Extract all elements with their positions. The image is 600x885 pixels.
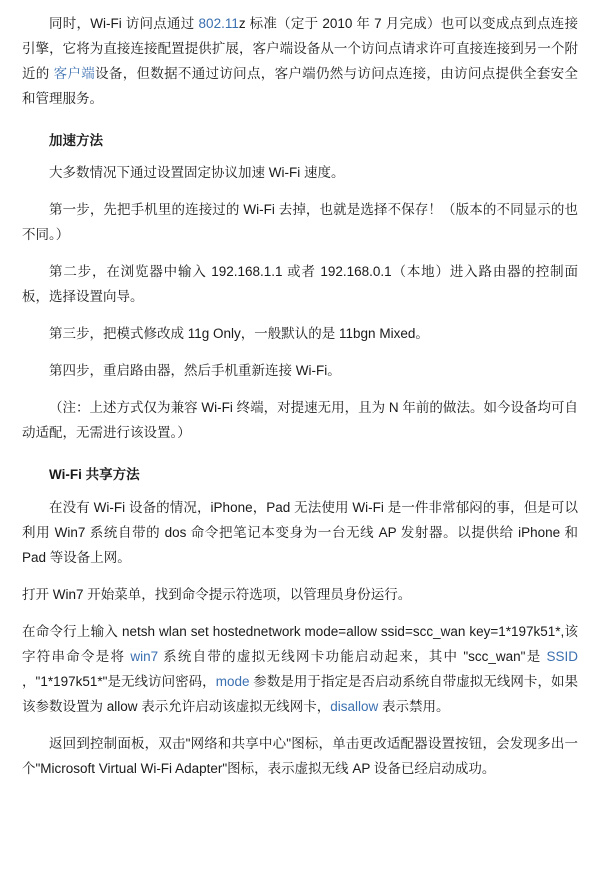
text-run: 打开 Win7 开始菜单，找到命令提示符选项，以管理员身份运行。: [22, 586, 412, 602]
inline-link[interactable]: SSID: [546, 648, 578, 664]
inline-link[interactable]: 802.11: [198, 16, 239, 31]
text-run: 同时，Wi-Fi 访问点通过: [49, 16, 199, 31]
paragraph-accelerate-4: 第四步，重启路由器，然后手机重新连接 Wi-Fi。: [49, 363, 341, 379]
paragraph-accelerate-0: 大多数情况下通过设置固定协议加速 Wi-Fi 速度。: [49, 165, 345, 181]
paragraph-share-1: [22, 583, 578, 608]
text-run: 返回到控制面板，双击"网络和共享中心"图标，单击更改适配器设置按钮，会发现多出一个"Microsoft Virtual Wi-Fi Adapter"图标，表示虚拟无线 AP 设备已经启动成功。: [22, 735, 578, 776]
text-run: ，"1*197k51*"是无线访问密码，: [22, 673, 216, 689]
paragraph-share-3: [22, 732, 578, 782]
text-run: 系统自带的虚拟无线网卡功能启动起来，其中 "scc_wan"是: [158, 648, 547, 664]
text-run: 设备，但数据不通过访问点，客户端仍然与访问点连接，由访问点提供全套安全和管理服务。: [22, 65, 578, 106]
inline-link[interactable]: win7: [130, 648, 159, 664]
paragraph-accelerate-1: 第一步，先把手机里的连接过的 Wi-Fi 去掉，也就是选择不保存！（版本的不同显示的也不同。）: [22, 202, 578, 243]
text-run: 参数是用于指定是否启动系统自带虚拟无线网卡，如果该参数设置为 allow 表示允许启动该虚拟无线网卡，: [22, 673, 579, 714]
paragraph-intro: [22, 12, 578, 112]
paragraph-share-0: [22, 496, 578, 571]
inline-link[interactable]: disallow: [330, 698, 379, 714]
paragraph-accelerate-note: （注：上述方式仅为兼容 Wi-Fi 终端，对提速无用，且为 N 年前的做法。如今设备均可自动适配，无需进行该设置。）: [22, 400, 578, 441]
inline-link[interactable]: 客户端: [53, 65, 96, 81]
inline-link[interactable]: mode: [215, 673, 250, 689]
paragraph-share-2: [22, 620, 578, 720]
text-run: 表示禁用。: [378, 698, 450, 714]
text-run: 在命令行上输入 netsh wlan set hostednetwork mode=allow ssid=scc_wan key=1*197k51*,该字符串命令是将: [22, 623, 578, 664]
heading-accelerate-method: 加速方法: [49, 132, 103, 148]
heading-share-method: Wi-Fi 共享方法: [49, 467, 140, 483]
paragraph-accelerate-3: 第三步，把模式修改成 11g Only，一般默认的是 11bgn Mixed。: [49, 326, 429, 342]
paragraph-accelerate-2: 第二步，在浏览器中输入 192.168.1.1 或者 192.168.0.1（本地）进入路由器的控制面板，选择设置向导。: [22, 264, 578, 305]
text-run: 在没有 Wi-Fi 设备的情况，iPhone，Pad 无法使用 Wi-Fi 是一件非常郁闷的事，但是可以利用 Win7 系统自带的 dos 命令把笔记本变身为一台无线 AP 发射器。以提供给 iPhone 和 Pad 等设备上网。: [22, 499, 578, 565]
text-run: z 标准（定于 2010 年 7 月完成）也可以变成点到点连接引擎，它将为直接连接配置提供扩展，客户端设备从一个访问点请求许可直接连接到另一个附近的: [22, 16, 579, 81]
